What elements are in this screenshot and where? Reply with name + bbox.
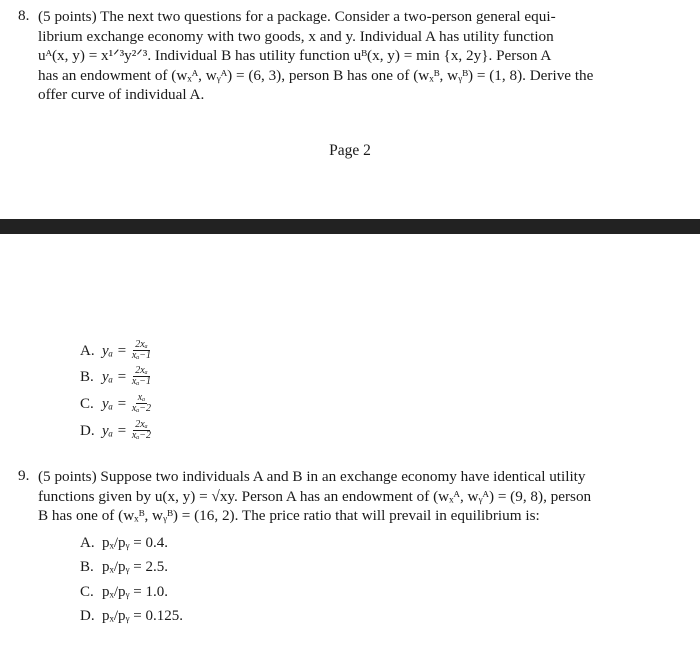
option-fraction bbox=[130, 393, 153, 414]
fraction-numerator: 2xₐ bbox=[135, 339, 148, 350]
option-lhs: yₐ = bbox=[102, 342, 127, 359]
question-8-line: has an endowment of (wₓᴬ, wᵧᴬ) = (6, 3), person B has one of (wₓᴮ, wᵧᴮ) = (1, 8). Derive the bbox=[38, 66, 594, 84]
option-text: pₓ/pᵧ = 1.0. bbox=[102, 584, 168, 600]
question-9-line: (5 points) Suppose two individuals A and B in an exchange economy have identical utility bbox=[38, 468, 586, 485]
q9-option-c bbox=[80, 582, 168, 602]
option-text: pₓ/pᵧ = 0.125. bbox=[102, 608, 183, 624]
q8-option-b bbox=[80, 366, 153, 387]
q8-option-c bbox=[80, 393, 153, 414]
question-8-line: librium exchange economy with two goods, x and y. Individual A has utility function bbox=[38, 27, 554, 45]
option-text: pₓ/pᵧ = 2.5. bbox=[102, 559, 168, 575]
fraction-denominator: xₐ−1 bbox=[131, 350, 152, 361]
fraction-numerator: 2xₐ bbox=[135, 365, 148, 376]
q9-option-a bbox=[80, 533, 168, 553]
question-8-line: uᴬ(x, y) = x¹ᐟ³y²ᐟ³. Individual B has utility function uᴮ(x, y) = min {x, 2y}. Person A bbox=[38, 47, 552, 64]
option-fraction bbox=[130, 340, 153, 361]
option-letter: A. bbox=[80, 535, 95, 551]
q8-option-d bbox=[80, 420, 153, 441]
fraction-numerator: 2xₐ bbox=[135, 419, 148, 430]
option-fraction bbox=[130, 366, 153, 387]
option-lhs: yₐ = bbox=[102, 395, 127, 412]
option-letter: D. bbox=[80, 608, 95, 624]
question-9-line: functions given by u(x, y) = √xy. Person A has an endowment of (wₓᴬ, wᵧᴬ) = (9, 8), person bbox=[38, 487, 592, 505]
option-letter: C. bbox=[80, 584, 94, 600]
question-9-number: 9. bbox=[18, 467, 30, 484]
option-lhs: yₐ = bbox=[102, 422, 127, 439]
question-9-line: B has one of (wₓᴮ, wᵧᴮ) = (16, 2). The price ratio that will prevail in equilibrium is: bbox=[38, 507, 540, 524]
question-8-number: 8. bbox=[18, 7, 30, 24]
option-fraction bbox=[130, 420, 153, 441]
q8-option-a bbox=[80, 340, 153, 361]
option-letter: D. bbox=[80, 422, 95, 439]
question-8-line: offer curve of individual A. bbox=[38, 86, 205, 103]
fraction-denominator: xₐ−2 bbox=[131, 403, 152, 414]
option-letter: B. bbox=[80, 559, 94, 575]
question-9-text bbox=[38, 467, 662, 526]
question-8-line: (5 points) The next two questions for a package. Consider a two-person general equi- bbox=[38, 8, 556, 25]
page-number-label: Page 2 bbox=[329, 142, 371, 159]
option-letter: B. bbox=[80, 368, 94, 385]
fraction-denominator: xₐ−1 bbox=[131, 376, 152, 387]
fraction-numerator: xₐ bbox=[137, 392, 146, 403]
q9-option-d bbox=[80, 606, 183, 626]
fraction-denominator: xₐ−2 bbox=[131, 430, 152, 441]
option-text: pₓ/pᵧ = 0.4. bbox=[102, 535, 168, 551]
option-letter: A. bbox=[80, 342, 95, 359]
q9-option-b bbox=[80, 557, 168, 577]
page-divider-band bbox=[0, 219, 700, 234]
option-lhs: yₐ = bbox=[102, 368, 127, 385]
question-8-text bbox=[38, 7, 662, 105]
option-letter: C. bbox=[80, 395, 94, 412]
